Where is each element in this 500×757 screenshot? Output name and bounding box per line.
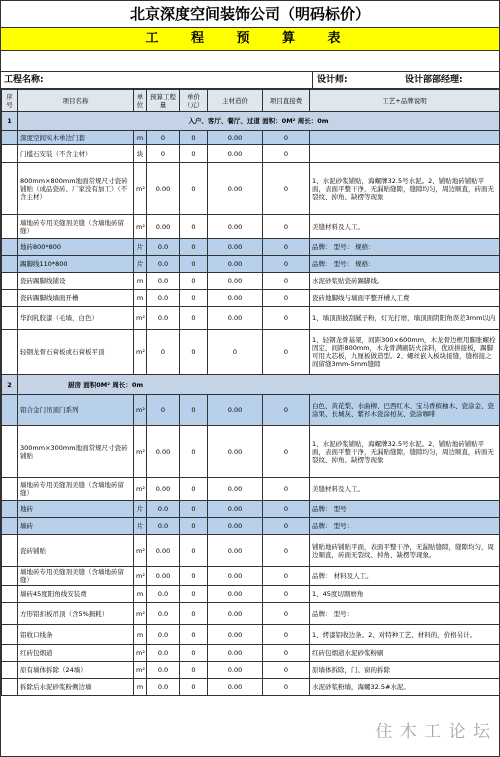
material-cost-cell: 0.00 [208,145,263,163]
item-name: 瓷砖踢脚线铺设 [18,273,134,290]
item-name: 门槛石安装（不含主材） [18,145,134,163]
item-name: 方形铝扣板吊顶（含5%损耗） [18,603,134,625]
table-row [2,518,500,535]
material-cost-cell: 0.00 [208,679,263,696]
direct-cost-cell: 0 [263,307,310,330]
material-cost-cell: 0.00 [208,603,263,625]
table-row [2,239,500,256]
price-cell: 0 [180,330,208,375]
table-row [2,645,500,662]
material-cost-cell: 0.00 [208,567,263,586]
row-number [2,256,18,273]
row-number [2,395,18,426]
price-cell: 0 [180,145,208,163]
row-number [2,307,18,330]
description-cell: 1、水泥砂浆铺贴，海螺牌32.5号水泥。2、铺贴地砖铺贴平面，表面平整干净，无漏贴缝隙，缝隙均匀，周边顺直，砖面无裂纹、掉角、缺楞等现象 [310,426,500,478]
price-cell: 0 [180,290,208,307]
item-name: 瓷砖踢脚线墙面开槽 [18,290,134,307]
table-row [2,273,500,290]
description-cell: 铺贴地砖铺贴平面，表面平整干净，无漏贴缝隙，缝隙均匀，周边顺直，砖面无裂纹、掉角、缺楞等现象。 [310,535,500,567]
unit-cell: m² [134,163,147,215]
quantity-cell: 0.00 [147,163,180,215]
table-row [2,131,500,145]
price-cell: 0 [180,478,208,501]
item-name: 铝收口线条 [18,625,134,645]
table-row [2,330,500,375]
description-cell [310,145,500,163]
col-header: 单位 [134,90,147,112]
direct-cost-cell: 0 [263,395,310,426]
description-cell: 白色、黄花梨、水曲柳、巴西红木、宝马香槟柚木、瓷涂金、瓷涂果、长城灰、紫衫木瓷涂柏灰、瓷涂咖啡 [310,395,500,426]
quantity-cell: 0 [147,330,180,375]
material-cost-cell: 0.00 [208,535,263,567]
direct-cost-cell: 0 [263,131,310,145]
item-name: 铝合金门吊顶门系列 [18,395,134,426]
row-number [2,273,18,290]
table-row [2,163,500,215]
table-row [2,603,500,625]
direct-cost-cell: 0 [263,535,310,567]
table-row [2,501,500,518]
material-cost-cell: 0.00 [208,239,263,256]
item-name: 300mm×300mm地面常规尺寸瓷砖铺贴 [18,426,134,478]
unit-cell: m² [134,330,147,375]
table-row [2,256,500,273]
unit-cell: m² [134,603,147,625]
direct-cost-cell: 0 [263,567,310,586]
quantity-cell: 0.0 [147,501,180,518]
direct-cost-cell: 0 [263,163,310,215]
unit-cell: 片 [134,239,147,256]
row-number [2,131,18,145]
unit-cell: m² [134,535,147,567]
table-row [2,662,500,679]
description-cell: 原墙体拆除，门、窗的拆除 [310,662,500,679]
item-name: 原有墙体拆除（24墙） [18,662,134,679]
description-cell: 品牌： 型号： 规格： [310,256,500,273]
description-cell: 美缝材料及人工。 [310,215,500,239]
description-cell: 红砖包烟道水泥砂浆粉刷 [310,645,500,662]
material-cost-cell: 0.00 [208,256,263,273]
material-cost-cell: 0.00 [208,290,263,307]
section-title: 入户、客厅、餐厅、过道 面积：0M² 周长：0m [18,112,500,131]
price-cell: 0 [180,645,208,662]
quantity-cell: 0.00 [147,535,180,567]
direct-cost-cell: 0 [263,215,310,239]
direct-cost-cell: 0 [263,426,310,478]
row-number [2,330,18,375]
table-body [2,112,500,696]
price-cell: 0 [180,273,208,290]
quantity-cell: 0 [147,145,180,163]
price-cell: 0 [180,535,208,567]
row-number [2,239,18,256]
row-number [2,679,18,696]
price-cell: 0 [180,426,208,478]
unit-cell: 片 [134,256,147,273]
table-row [2,679,500,696]
unit-cell: m² [134,478,147,501]
col-header: 序号 [2,90,18,112]
row-number [2,518,18,535]
col-header: 单价（元） [180,90,208,112]
row-number [2,603,18,625]
material-cost-cell: 0.00 [208,426,263,478]
quantity-cell: 0 [147,131,180,145]
item-name: 800mm×800mm地面常规尺寸瓷砖铺贴（成品瓷砖、厂家没有加工）（不含主材） [18,163,134,215]
row-number [2,145,18,163]
quantity-cell: 0.0 [147,518,180,535]
quantity-cell: 0.0 [147,662,180,679]
table-row [2,215,500,239]
unit-cell: m² [134,395,147,426]
table-row [2,145,500,163]
unit-cell: m [134,290,147,307]
direct-cost-cell: 0 [263,645,310,662]
direct-cost-cell: 0 [263,625,310,645]
direct-cost-cell: 0 [263,518,310,535]
quantity-cell: 0.00 [147,215,180,239]
row-number [2,501,18,518]
price-cell: 0 [180,625,208,645]
description-cell: 瓷砖地脚线与墙面平整开槽人工费 [310,290,500,307]
col-header: 预算工程量 [147,90,180,112]
quantity-cell: 0.0 [147,625,180,645]
quantity-cell: 0.0 [147,603,180,625]
table-header-row [2,90,500,112]
price-cell: 0 [180,395,208,426]
row-number [2,586,18,603]
row-number [2,625,18,645]
project-name-label: 工程名称: [1,72,313,88]
unit-cell: m² [134,645,147,662]
unit-cell: 片 [134,501,147,518]
table-row [2,478,500,501]
price-cell: 0 [180,256,208,273]
unit-cell: m² [134,662,147,679]
price-cell: 0 [180,518,208,535]
description-cell: 品牌： 型号： [310,603,500,625]
unit-cell: m² [134,426,147,478]
material-cost-cell: 0 [208,330,263,375]
col-header: 工艺+品牌说明 [310,90,500,112]
item-name: 深度空间实木单边门套 [18,131,134,145]
price-cell: 0 [180,679,208,696]
price-cell: 0 [180,163,208,215]
item-name: 踢脚线110*800 [18,256,134,273]
row-number [2,163,18,215]
item-name: 墙地砖专用美缝剂美缝（含墙地砖留缝） [18,215,134,239]
price-cell: 0 [180,586,208,603]
item-name: 地砖800*800 [18,239,134,256]
material-cost-cell: 0.00 [208,307,263,330]
item-name: 华润乳胶漆（毛墙，白色） [18,307,134,330]
company-title: 北京深度空间装饰公司（明码标价） [1,1,499,28]
direct-cost-cell: 0 [263,290,310,307]
col-header: 项目名称 [18,90,134,112]
material-cost-cell: 0.00 [208,131,263,145]
material-cost-cell: 0.00 [208,215,263,239]
description-cell: 品牌： 型号： [310,518,500,535]
table-row [2,567,500,586]
row-number [2,662,18,679]
section-number: 1 [2,112,18,131]
direct-cost-cell: 0 [263,273,310,290]
direct-cost-cell: 0 [263,239,310,256]
row-number [2,215,18,239]
item-name: 瓷砖铺贴 [18,535,134,567]
table-row [2,426,500,478]
direct-cost-cell: 0 [263,256,310,273]
budget-table [1,89,500,696]
price-cell: 0 [180,662,208,679]
material-cost-cell: 0.00 [208,662,263,679]
direct-cost-cell: 0 [263,478,310,501]
price-cell: 0 [180,567,208,586]
item-name: 拆除后水泥砂浆粉侧边墙 [18,679,134,696]
table-row [2,307,500,330]
quantity-cell: 0.0 [147,256,180,273]
item-name: 红砖包烟道 [18,645,134,662]
unit-cell: m [134,586,147,603]
item-name: 墙地砖专用美缝剂美缝（含墙地砖留缝） [18,478,134,501]
row-number [2,645,18,662]
row-number [2,535,18,567]
direct-cost-cell: 0 [263,679,310,696]
table-row [2,625,500,645]
material-cost-cell: 0.00 [208,586,263,603]
unit-cell: m² [134,307,147,330]
price-cell: 0 [180,239,208,256]
material-cost-cell: 0.00 [208,518,263,535]
unit-cell: m [134,131,147,145]
blank-row [1,51,499,72]
section-title: 厨房 面积0M² 周长：0m [18,375,500,395]
section-number: 2 [2,375,18,395]
quantity-cell: 0.0 [147,586,180,603]
unit-cell: m [134,273,147,290]
item-name: 轻钢龙骨石膏板或石膏板平顶 [18,330,134,375]
direct-cost-cell: 0 [263,662,310,679]
direct-cost-cell: 0 [263,330,310,375]
section-row [2,375,500,395]
quantity-cell: 0.00 [147,478,180,501]
unit-cell: 片 [134,518,147,535]
description-cell: 水泥砂浆粉墙，海螺32.5#水泥。 [310,679,500,696]
description-cell: 水泥砂浆贴瓷砖踢脚线。 [310,273,500,290]
row-number [2,478,18,501]
material-cost-cell: 0.00 [208,625,263,645]
watermark: 住 木 工 论 坛 [375,722,491,742]
unit-cell: 块 [134,145,147,163]
description-cell [310,131,500,145]
table-row [2,586,500,603]
table-row [2,535,500,567]
description-cell: 品牌： 型号 [310,501,500,518]
material-cost-cell: 0.00 [208,163,263,215]
material-cost-cell: 0.00 [208,273,263,290]
material-cost-cell: 0.00 [208,395,263,426]
quantity-cell: 0.0 [147,645,180,662]
description-cell: 1、45度切割磨角 [310,586,500,603]
quantity-cell: 0.0 [147,273,180,290]
description-cell: 品牌： 材料及人工。 [310,567,500,586]
section-row [2,112,500,131]
direct-cost-cell: 0 [263,586,310,603]
material-cost-cell: 0.00 [208,645,263,662]
quantity-cell: 0.0 [147,679,180,696]
info-row [1,72,499,89]
unit-cell: m [134,679,147,696]
unit-cell: m [134,625,147,645]
material-cost-cell: 0.00 [208,501,263,518]
row-number [2,426,18,478]
document-title: 工 程 预 算 表 [1,28,499,51]
designer-label: 设计师: [317,75,348,85]
description-cell: 1、轻钢龙骨基架，间距300×600mm，木龙骨边框用膨胀螺栓固定，间距800mm，木龙骨满刷防火涂料，优质拼接板，踢脚可用大芯板，九厘板做造型。2、螺丝嵌入板块接缝，缝格接之间留缝3mm-5mm缝隙 [310,330,500,375]
item-name: 墙砖45度阳角线安装费 [18,586,134,603]
price-cell: 0 [180,215,208,239]
price-cell: 0 [180,501,208,518]
description-cell: 1、烤漆铝收边条。2、对特种工艺、材料的，价格另计。 [310,625,500,645]
unit-cell: m² [134,215,147,239]
description-cell: 品牌： 型号： 规格： [310,239,500,256]
material-cost-cell: 0.00 [208,478,263,501]
unit-cell: m² [134,567,147,586]
row-number [2,290,18,307]
price-cell: 0 [180,603,208,625]
direct-cost-cell: 0 [263,603,310,625]
col-header: 项目直接费 [263,90,310,112]
quantity-cell: 0.00 [147,567,180,586]
price-cell: 0 [180,307,208,330]
table-row [2,290,500,307]
table-row [2,395,500,426]
description-cell: 1、水泥砂浆铺贴，海螺牌32.5号水泥。2、铺贴地砖铺贴平面，表面平整干净，无漏贴缝隙，缝隙均匀，周边顺直，砖面无裂纹、掉角、缺楞等现象 [310,163,500,215]
col-header: 主材造价 [208,90,263,112]
item-name: 墙砖 [18,518,134,535]
direct-cost-cell: 0 [263,501,310,518]
manager-label: 设计部部经理: [405,75,463,85]
quantity-cell: 0.0 [147,239,180,256]
direct-cost-cell: 0 [263,145,310,163]
price-cell: 0 [180,131,208,145]
quantity-cell: 0.0 [147,290,180,307]
quantity-cell: 0.0 [147,307,180,330]
description-cell: 美缝材料及人工。 [310,478,500,501]
description-cell: 1、墙顶面披刮腻子粉，灯光打磨，墙顶面阴阳角误差3mm以内 [310,307,500,330]
row-number [2,567,18,586]
item-name: 墙地砖专用美缝剂美缝（含墙地砖留缝） [18,567,134,586]
quantity-cell: 0 [147,395,180,426]
item-name: 地砖 [18,501,134,518]
quantity-cell: 0.00 [147,426,180,478]
